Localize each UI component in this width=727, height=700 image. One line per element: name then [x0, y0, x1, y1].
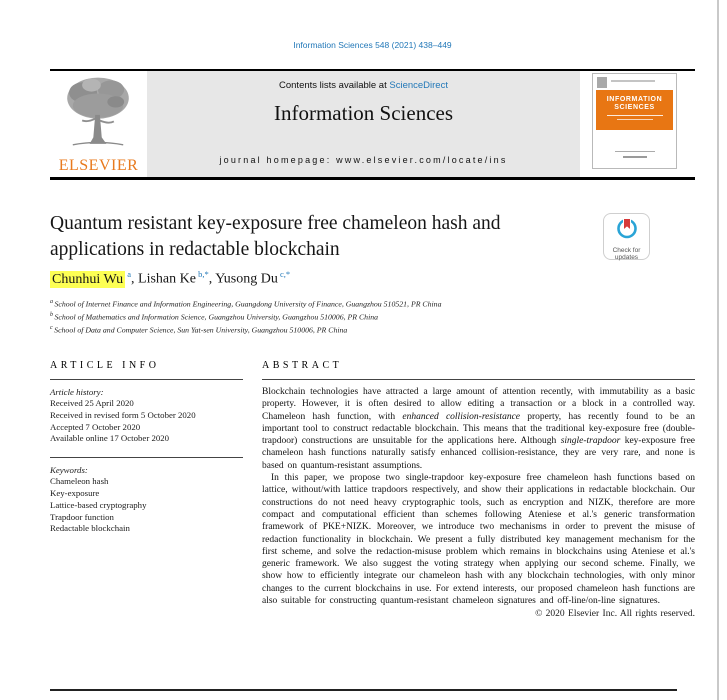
cover-footer-line1 [615, 151, 655, 152]
affiliation-line: $^b$ School of Mathematics and Information Science, Guangzhou University, Guangzhou 510006, PR China [50, 312, 379, 322]
elsevier-wordmark: ELSEVIER [58, 157, 139, 174]
cover-logo-icon [597, 77, 607, 88]
cover-title-line2: SCIENCES [614, 104, 655, 111]
cover-title-line1: INFORMATION [606, 96, 663, 103]
article-title [50, 211, 595, 263]
keyword-item: Lattice-based cryptography [50, 499, 147, 510]
crossmark-badge[interactable] [603, 213, 650, 260]
journal-citation-link[interactable]: Information Sciences 548 (2021) 438–449 [293, 40, 452, 50]
article-history-list [50, 398, 243, 445]
history-item: Received in revised form 5 October 2020 [50, 409, 196, 420]
abstract-column [262, 360, 695, 621]
cover-top-line [611, 80, 655, 82]
article-title-line1: Quantum resistant key-exposure free chameleon hash and [50, 213, 501, 234]
author-affiliation-sup: a [125, 269, 132, 279]
affiliations [50, 297, 650, 336]
article-title-line2: applications in redactable blockchain [50, 239, 340, 260]
author-name: Yusong Du [215, 271, 278, 287]
keyword-item: Key-exposure [50, 487, 100, 498]
abstract-paragraph: Blockchain technologies have attracted a large amount of attention recently, with immutability as a basic property. However, it is often desired to allow editing a transaction or a block in a controlled way. Chameleon hash function, with enhanced collision-resistance property, has recently found to be an important tool to construct redactable blockchain. This means that the traditional key-exposure free (double-trapdoor) constructions are unsuitable for the applications here. Although single-trapdoor key-exposure free chameleon hash functions naturally satisfy enhanced collision-resistance, they are very rare, and none is based on quantum-resistant assumptions. [262, 387, 696, 471]
keyword-item: Trapdoor function [50, 511, 114, 522]
contents-prefix: Contents lists available at [279, 80, 390, 91]
elsevier-tree-icon [56, 72, 140, 161]
header-bottom-rule [50, 177, 695, 180]
history-item: Received 25 April 2020 [50, 398, 134, 408]
author-name: Chunhui Wu [52, 271, 124, 287]
cover-subtitle-line [607, 115, 663, 116]
cover-orange-block [596, 90, 673, 130]
abstract-rule [262, 379, 695, 380]
author-name: Lishan Ke [138, 271, 196, 287]
author-affiliation-sup: c,* [277, 269, 291, 279]
cover-subtitle-line2 [617, 119, 653, 120]
article-info-rule [50, 379, 243, 380]
frontmatter-bottom-rule [50, 689, 677, 691]
history-item: Accepted 7 October 2020 [50, 421, 141, 432]
abstract-paragraphs [262, 386, 695, 607]
journal-homepage-link[interactable]: journal homepage: www.elsevier.com/locate/ins [219, 155, 508, 165]
abstract-heading: ABSTRACT [262, 360, 343, 371]
copyright-line: © 2020 Elsevier Inc. All rights reserved. [535, 609, 695, 620]
crossmark-label-line2: updates [614, 254, 639, 261]
keywords-label: Keywords: [50, 465, 88, 476]
history-item: Available online 17 October 2020 [50, 433, 170, 444]
elsevier-logo [50, 72, 147, 177]
cover-footer-line2 [623, 156, 647, 158]
page-edge-line [717, 0, 719, 700]
article-info-column [50, 360, 243, 535]
author-affiliation-sup: b,* [195, 269, 209, 279]
article-history-label: Article history: [50, 387, 104, 397]
affiliation-line: $^a$ School of Internet Finance and Information Engineering, Guangdong University of Finance, Guangzhou 510521, PR China [50, 299, 442, 309]
crossmark-label-line1: Check for [612, 247, 641, 254]
abstract-paragraph: In this paper, we propose two single-trapdoor key-exposure free chameleon hash functions based on lattice, without/with lattice trapdoors respectively, and show their applications in redactable blockchain. Our constructions do not need heavy cryptographic tools, such as encryption and NIZK, therefore are more compact and computational efficient than schemes following Ateniese et al.'s generic transformation framework of PKE+NIZK. Moreover, we introduce two mechanisms in order to prevent the misuse of redaction functionality in blockchain. We present a fully distributed key management mechanism for the first scheme, and solve the redaction-misuse problem which remains in blockchains using Ateniese et al.'s generic framework. We also suggest the voting strategy when applying our second scheme. Finally, we show how to efficiently integrate our chameleon hash with any blockchain technologies, with only minor changes to the current blockchains in use. For extend interests, our proposed chameleon hash functions are also suitable for constructing quantum-resistant chameleon signatures and off-line/on-line signatures. [262, 473, 695, 607]
crossmark-icon [613, 216, 641, 242]
journal-name: Information Sciences [273, 101, 454, 125]
affiliation-line: $^c$ School of Data and Computer Science, Sun Yat-sen University, Guangzhou 510006, PR China [50, 325, 348, 335]
journal-cover-thumbnail[interactable] [592, 73, 677, 169]
authors-line: Chunhui Wu $^a$, Lishan Ke $^{b,*}$, Yusong Du $^{c,*}$ [52, 269, 291, 287]
article-info-heading: ARTICLE INFO [50, 360, 160, 371]
keywords-list [50, 476, 243, 535]
keywords-rule [50, 457, 243, 458]
keyword-item: Chameleon hash [50, 476, 109, 487]
contents-line [147, 80, 580, 91]
journal-header-panel [147, 71, 580, 178]
sciencedirect-link[interactable]: ScienceDirect [389, 80, 448, 91]
keyword-item: Redactable blockchain [50, 523, 130, 534]
